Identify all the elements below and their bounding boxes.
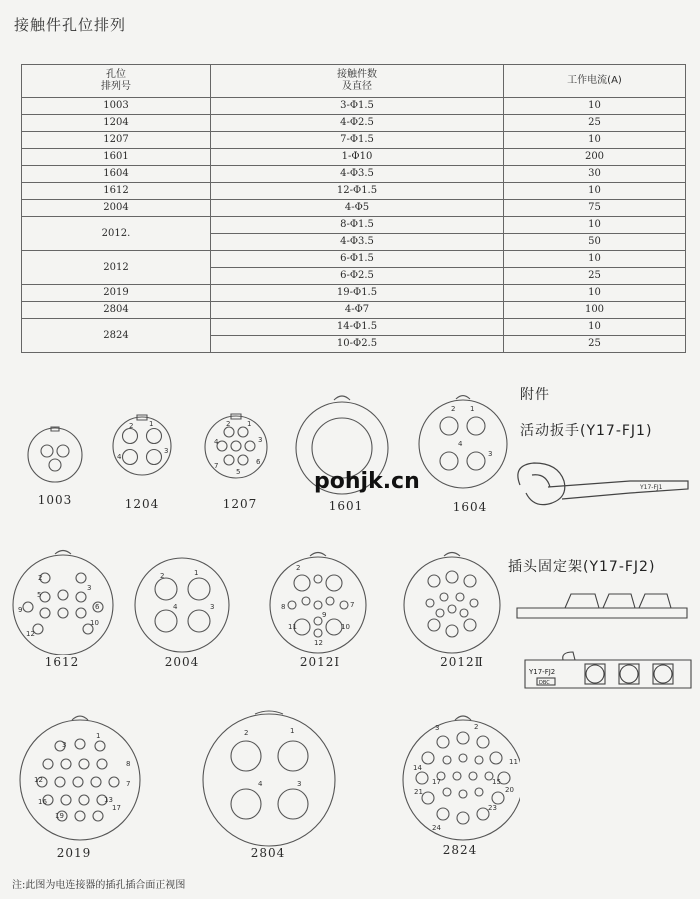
cell-spec: 10-Φ2.5 xyxy=(211,336,504,353)
cell-current: 25 xyxy=(504,336,686,353)
wrench-mark: Y17-FJ1 xyxy=(640,484,663,491)
cell-current: 100 xyxy=(504,302,686,319)
label-1207: 1207 xyxy=(222,497,258,511)
svg-text:5: 5 xyxy=(236,468,241,476)
table-row xyxy=(22,217,686,234)
table-row xyxy=(22,149,686,166)
table-row xyxy=(22,115,686,132)
accessories-heading: 附件 xyxy=(520,387,550,403)
svg-text:2: 2 xyxy=(296,564,301,572)
svg-text:11: 11 xyxy=(509,758,518,766)
header-contacts: 接触件数 及直径 xyxy=(211,65,504,98)
svg-text:2: 2 xyxy=(129,422,134,430)
svg-text:3: 3 xyxy=(164,447,169,455)
cell-code: 2004 xyxy=(22,200,211,217)
svg-text:3: 3 xyxy=(488,450,493,458)
cell-code: 1604 xyxy=(22,166,211,183)
cell-current: 30 xyxy=(504,166,686,183)
svg-text:8: 8 xyxy=(126,760,131,768)
table-row xyxy=(22,319,686,336)
cell-spec: 6-Φ1.5 xyxy=(211,251,504,268)
bracket-label: 插头固定架(Y17-FJ2) xyxy=(508,559,656,575)
table-row xyxy=(22,132,686,149)
svg-text:1: 1 xyxy=(194,569,199,577)
svg-text:2: 2 xyxy=(160,572,165,580)
svg-text:2: 2 xyxy=(38,574,43,582)
page-title: 接触件孔位排列 xyxy=(14,16,127,34)
svg-text:4: 4 xyxy=(458,440,463,448)
svg-text:2: 2 xyxy=(474,723,479,731)
cell-spec: 19-Φ1.5 xyxy=(211,285,504,302)
cell-current: 75 xyxy=(504,200,686,217)
svg-text:12: 12 xyxy=(314,639,323,647)
svg-text:3: 3 xyxy=(297,780,302,788)
svg-text:23: 23 xyxy=(488,804,497,812)
svg-text:14: 14 xyxy=(413,764,422,772)
bracket-drawing xyxy=(515,588,695,703)
svg-text:7: 7 xyxy=(214,462,219,470)
svg-text:5: 5 xyxy=(37,591,42,599)
svg-text:13: 13 xyxy=(104,796,113,804)
svg-text:17: 17 xyxy=(432,778,441,786)
cell-current: 10 xyxy=(504,183,686,200)
table-row xyxy=(22,285,686,302)
bracket-mark: Y17-FJ2 xyxy=(529,668,556,676)
cell-code: 2012 xyxy=(22,251,211,285)
svg-text:17: 17 xyxy=(112,804,121,812)
label-2019: 2019 xyxy=(56,846,92,860)
svg-text:1: 1 xyxy=(247,420,252,428)
svg-text:12: 12 xyxy=(34,776,43,784)
cell-spec: 8-Φ1.5 xyxy=(211,217,504,234)
svg-text:1: 1 xyxy=(149,420,154,428)
table-row xyxy=(22,251,686,268)
svg-text:11: 11 xyxy=(288,623,297,631)
svg-text:4: 4 xyxy=(258,780,263,788)
svg-text:15: 15 xyxy=(492,778,501,786)
table-row xyxy=(22,200,686,217)
svg-text:8: 8 xyxy=(281,603,286,611)
cell-spec: 6-Φ2.5 xyxy=(211,268,504,285)
label-1601: 1601 xyxy=(328,499,364,513)
cell-current: 10 xyxy=(504,132,686,149)
svg-text:6: 6 xyxy=(256,458,261,466)
svg-text:12: 12 xyxy=(26,630,35,638)
label-1204: 1204 xyxy=(124,497,160,511)
spec-table xyxy=(21,64,686,353)
cell-spec: 4-Φ7 xyxy=(211,302,504,319)
cell-code: 2824 xyxy=(22,319,211,353)
cell-spec: 4-Φ3.5 xyxy=(211,234,504,251)
header-code: 孔位 排列号 xyxy=(22,65,211,98)
svg-text:7: 7 xyxy=(350,601,355,609)
cell-spec: 14-Φ1.5 xyxy=(211,319,504,336)
cell-current: 10 xyxy=(504,251,686,268)
cell-spec: 4-Φ2.5 xyxy=(211,115,504,132)
svg-text:19: 19 xyxy=(55,812,64,820)
cell-code: 1003 xyxy=(22,98,211,115)
bracket-mark-2: DBC xyxy=(539,680,550,686)
cell-spec: 7-Φ1.5 xyxy=(211,132,504,149)
cell-code: 1612 xyxy=(22,183,211,200)
label-2012-1: 2012Ⅰ xyxy=(299,655,341,669)
svg-text:3: 3 xyxy=(258,436,263,444)
connector-1003-shell xyxy=(28,428,82,482)
cell-code: 2804 xyxy=(22,302,211,319)
cell-spec: 4-Φ5 xyxy=(211,200,504,217)
label-2012-2: 2012Ⅱ xyxy=(440,655,484,669)
svg-text:16: 16 xyxy=(38,798,47,806)
svg-text:3: 3 xyxy=(210,603,215,611)
cell-code: 2012. xyxy=(22,217,211,251)
svg-text:9: 9 xyxy=(322,611,327,619)
svg-text:6: 6 xyxy=(95,603,100,611)
label-1612: 1612 xyxy=(44,655,80,669)
svg-text:21: 21 xyxy=(414,788,423,796)
cell-current: 200 xyxy=(504,149,686,166)
table-row xyxy=(22,183,686,200)
cell-code: 1204 xyxy=(22,115,211,132)
cell-current: 10 xyxy=(504,319,686,336)
cell-code: 1207 xyxy=(22,132,211,149)
header-current: 工作电流(A) xyxy=(504,65,686,98)
cell-code: 2019 xyxy=(22,285,211,302)
wrench-label: 活动扳手(Y17-FJ1) xyxy=(520,423,653,439)
svg-text:24: 24 xyxy=(432,824,441,832)
svg-text:3: 3 xyxy=(435,724,440,732)
connector-row-3 xyxy=(0,700,520,850)
svg-text:1: 1 xyxy=(290,727,295,735)
cell-spec: 1-Φ10 xyxy=(211,149,504,166)
svg-text:10: 10 xyxy=(90,619,99,627)
label-1003: 1003 xyxy=(37,493,73,507)
cell-current: 50 xyxy=(504,234,686,251)
svg-text:2: 2 xyxy=(226,420,231,428)
cell-current: 10 xyxy=(504,98,686,115)
cell-current: 25 xyxy=(504,268,686,285)
svg-text:2: 2 xyxy=(451,405,456,413)
table-row xyxy=(22,98,686,115)
svg-text:4: 4 xyxy=(214,438,219,446)
svg-text:4: 4 xyxy=(117,453,122,461)
table-row xyxy=(22,302,686,319)
cell-code: 1601 xyxy=(22,149,211,166)
connector-row-2 xyxy=(0,545,520,655)
footnote: 注:此图为电连接器的插孔插合面正视图 xyxy=(12,880,186,891)
table-row xyxy=(22,166,686,183)
cell-spec: 12-Φ1.5 xyxy=(211,183,504,200)
svg-text:3: 3 xyxy=(87,584,92,592)
table-header-row xyxy=(22,65,686,98)
label-2804: 2804 xyxy=(250,846,286,860)
svg-text:10: 10 xyxy=(341,623,350,631)
cell-current: 10 xyxy=(504,285,686,302)
svg-text:7: 7 xyxy=(126,780,131,788)
cell-spec: 4-Φ3.5 xyxy=(211,166,504,183)
wrench-drawing xyxy=(510,455,700,515)
svg-text:1: 1 xyxy=(470,405,475,413)
cell-current: 25 xyxy=(504,115,686,132)
svg-text:4: 4 xyxy=(173,603,178,611)
label-1604: 1604 xyxy=(452,500,488,514)
svg-text:3: 3 xyxy=(62,741,67,749)
cell-current: 10 xyxy=(504,217,686,234)
svg-text:1: 1 xyxy=(96,732,101,740)
cell-spec: 3-Φ1.5 xyxy=(211,98,504,115)
svg-text:20: 20 xyxy=(505,786,514,794)
svg-text:2: 2 xyxy=(244,729,249,737)
label-2004: 2004 xyxy=(164,655,200,669)
svg-text:9: 9 xyxy=(18,606,23,614)
label-2824: 2824 xyxy=(442,843,478,857)
watermark: pohjk.cn xyxy=(314,469,420,494)
